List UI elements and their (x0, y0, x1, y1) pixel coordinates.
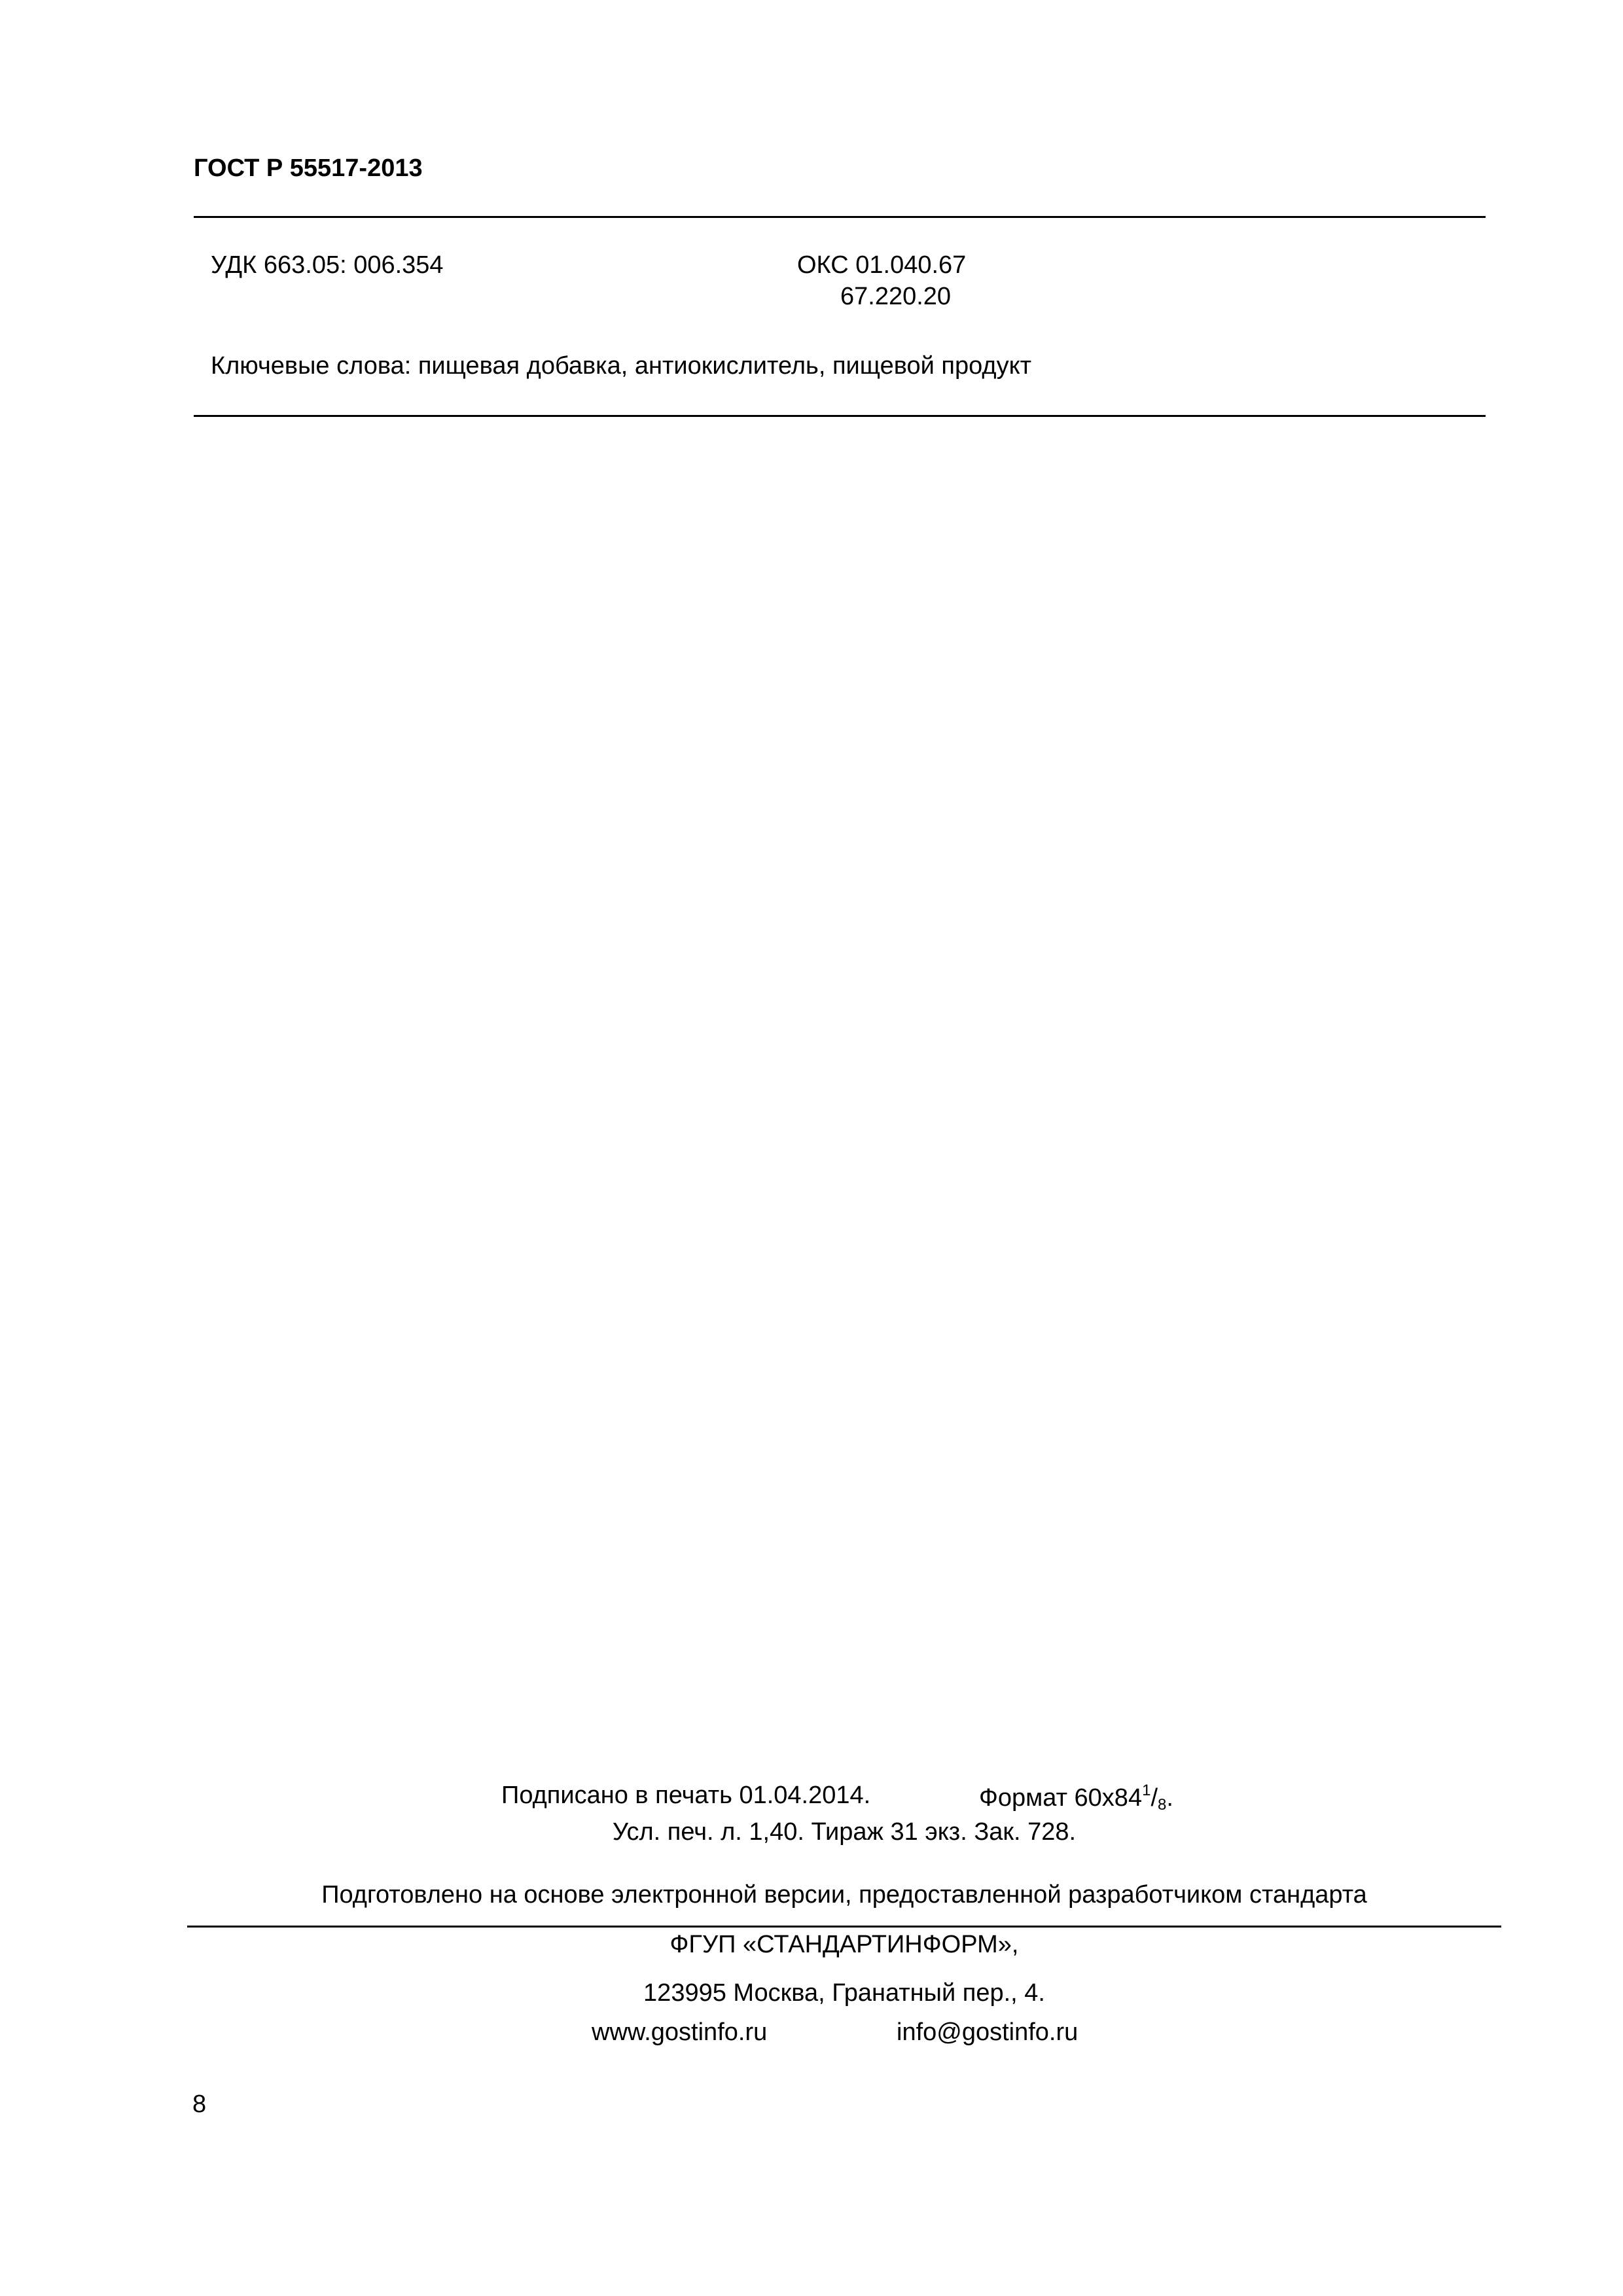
page-number: 8 (192, 2090, 207, 2118)
publisher-address: 123995 Москва, Гранатный пер., 4. (643, 1979, 1045, 2007)
footer-divider (187, 1926, 1501, 1928)
document-code: ГОСТ Р 55517-2013 (194, 154, 423, 182)
paper-format-denominator: 8 (1158, 1796, 1167, 1814)
paper-format (979, 1782, 1173, 1814)
paper-format-suffix: . (1166, 1784, 1173, 1812)
paper-format-slash: / (1150, 1784, 1158, 1812)
prepared-note: Подготовлено на основе электронной версии, предоставленной разработчиком стандарта (321, 1881, 1367, 1909)
top-divider (194, 216, 1486, 218)
publisher-website-link[interactable]: www.gostinfo.ru (592, 2018, 768, 2046)
signed-for-print: Подписано в печать 01.04.2014. (501, 1782, 871, 1809)
paper-format-numerator: 1 (1142, 1782, 1151, 1799)
publisher-email-link[interactable]: info@gostinfo.ru (897, 2018, 1079, 2046)
middle-divider (194, 415, 1486, 417)
print-run-info: Усл. печ. л. 1,40. Тираж 31 экз. Зак. 728. (612, 1818, 1077, 1846)
paper-format-prefix: Формат 60x84 (979, 1784, 1143, 1812)
publisher-name: ФГУП «СТАНДАРТИНФОРМ», (669, 1931, 1019, 1958)
udk-code: УДК 663.05: 006.354 (211, 251, 444, 279)
oks-code-primary: ОКС 01.040.67 (797, 251, 967, 279)
oks-code-secondary: 67.220.20 (840, 283, 952, 310)
keywords: Ключевые слова: пищевая добавка, антиокислитель, пищевой продукт (211, 352, 1032, 380)
